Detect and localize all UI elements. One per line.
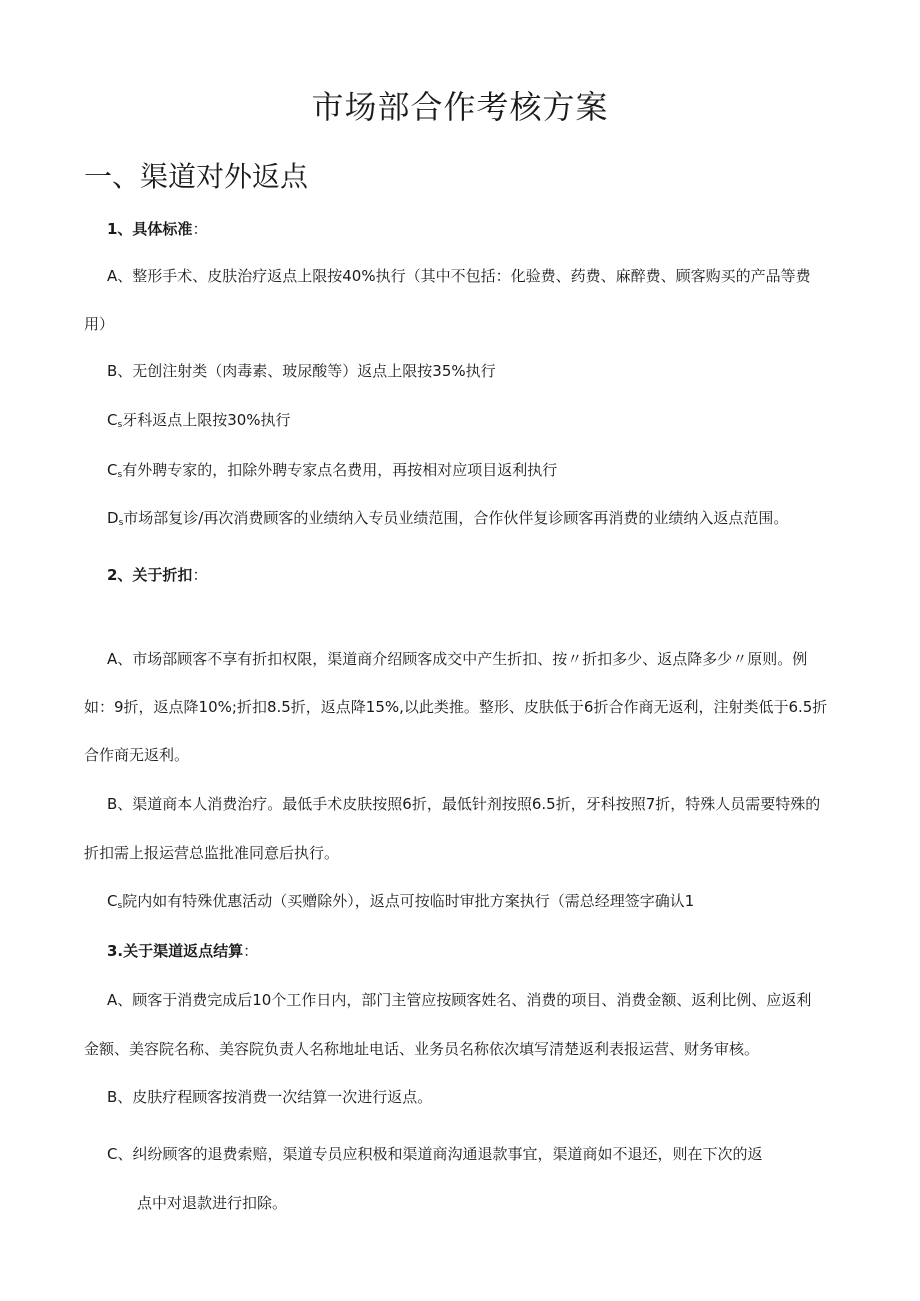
subheading-standards (107, 219, 207, 239)
standards-item-a-line1: A、整形手术、皮肤治疗返点上限按40%执行（其中不包括：化验费、药费、麻醉费、顾客购买的产品等费 (107, 267, 811, 285)
subheading-settlement-label: 3.关于渠道返点结算 (107, 942, 244, 960)
subheading-discounts (107, 565, 207, 585)
subheading-settlement (107, 941, 258, 961)
settlement-item-c-line1: C、纠纷顾客的退费索赔，渠道专员应积极和渠道商沟通退款事宜，渠道商如不退还，则在下次的返 (107, 1145, 763, 1163)
standards-item-a-line2: 用） (84, 315, 115, 333)
document-title: 市场部合作考核方案 (311, 88, 609, 126)
settlement-item-b: B、皮肤疗程顾客按消费一次结算一次进行返点。 (107, 1088, 433, 1106)
item-sub-mark: s (117, 470, 123, 480)
subheading-discounts-label: 2、关于折扣 (107, 566, 193, 584)
settlement-item-a-line1: A、顾客于消费完成后10个工作日内，部门主管应按顾客姓名、消费的项目、消费金额、返利比例、应返利 (107, 991, 812, 1009)
standards-item-c2 (107, 460, 557, 485)
item-text: 市场部复诊/再次消费顾客的业绩纳入专员业绩范围，合作伙伴复诊顾客再消费的业绩纳入返点范围。 (123, 509, 789, 527)
item-text: 院内如有特殊优惠活动（买赠除外），返点可按临时审批方案执行（需总经理签字确认1 (122, 892, 695, 910)
discounts-item-a-line3: 合作商无返利。 (84, 746, 190, 764)
item-letter: C (107, 461, 118, 479)
subheading-colon: ： (192, 220, 208, 238)
discounts-item-b-line1: B、渠道商本人消费治疗。最低手术皮肤按照6折，最低针剂按照6.5折，牙科按照7折，特殊人员需要特殊的 (107, 795, 821, 813)
standards-item-c1 (107, 410, 291, 435)
item-sub-mark: s (117, 901, 123, 911)
section-heading-rebates: 一、渠道对外返点 (84, 160, 309, 193)
item-text: 有外聘专家的，扣除外聘专家点名费用，再按相对应项目返利执行 (122, 461, 558, 479)
subheading-standards-label: 1、具体标准 (107, 220, 193, 238)
item-letter: C (107, 892, 118, 910)
subheading-colon: ： (243, 942, 259, 960)
item-sub-mark: s (117, 420, 123, 430)
settlement-item-c-line2: 点中对退款进行扣除。 (137, 1194, 288, 1212)
discounts-item-c (107, 891, 694, 916)
subheading-colon: ： (192, 566, 208, 584)
item-sub-mark: s (118, 518, 124, 528)
discounts-item-b-line2: 折扣需上报运营总监批准同意后执行。 (84, 844, 340, 862)
discounts-item-a-line2: 如：9折，返点降10%;折扣8.5折，返点降15%,以此类推。整形、皮肤低于6折合作商无返利，注射类低于6.5折 (84, 698, 828, 716)
item-text: 牙科返点上限按30%执行 (122, 411, 291, 429)
standards-item-d (107, 508, 788, 533)
standards-item-b: B、无创注射类（肉毒素、玻尿酸等）返点上限按35%执行 (107, 362, 496, 380)
settlement-item-a-line2: 金额、美容院名称、美容院负责人名称地址电话、业务员名称依次填写清楚返利表报运营、财务审核。 (84, 1040, 760, 1058)
discounts-item-a-line1: A、市场部顾客不享有折扣权限，渠道商介绍顾客成交中产生折扣、按〃折扣多少、返点降多少〃原则。例 (107, 650, 808, 668)
item-letter: C (107, 411, 118, 429)
item-letter: D (107, 509, 119, 527)
